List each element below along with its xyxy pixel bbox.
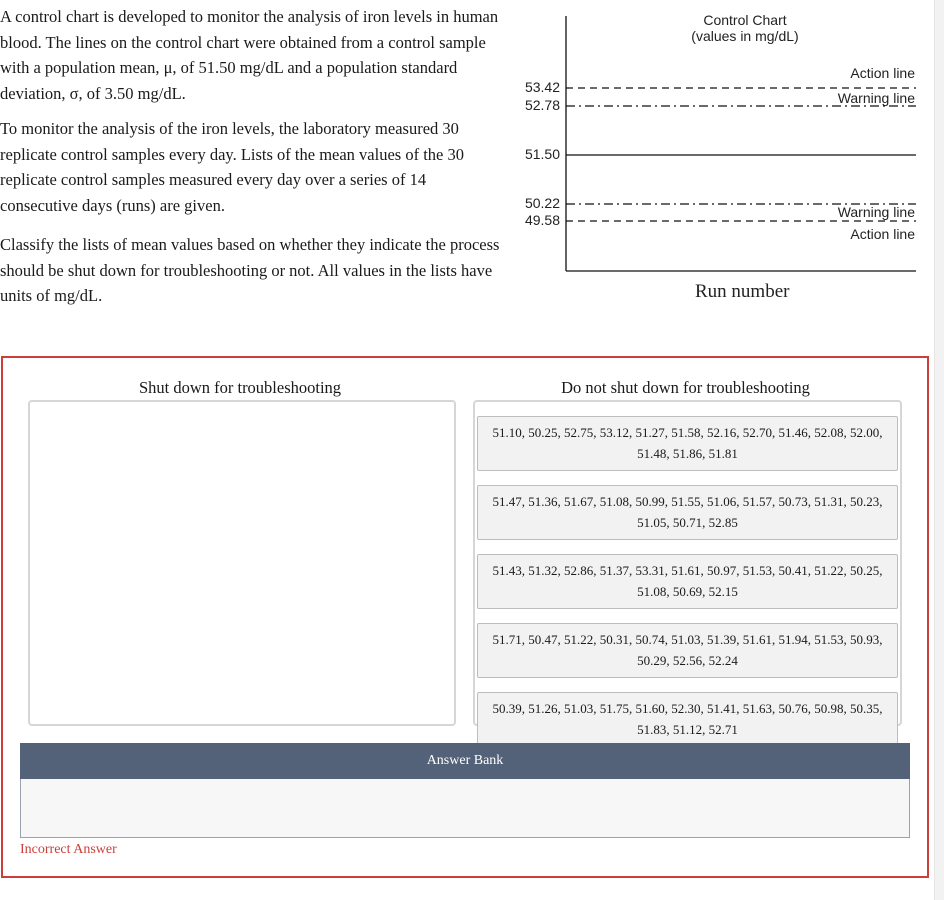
answer-card[interactable]: 51.43, 51.32, 52.86, 51.37, 53.31, 51.61, 50.97, 51.53, 50.41, 51.22, 50.25, 51.08, 50.69, 52.15 xyxy=(477,554,898,609)
drop-zone-shut-down[interactable] xyxy=(28,400,456,726)
drop-zone-do-not-shut-down[interactable] xyxy=(473,400,902,737)
y-tick-label: 50.22 xyxy=(524,195,560,211)
y-tick-label: 49.58 xyxy=(524,212,560,228)
control-chart-svg xyxy=(500,0,930,310)
answer-bank-header: Answer Bank xyxy=(20,743,910,779)
intro-paragraph-2: To monitor the analysis of the iron levels, the laboratory measured 30 replicate control samples every day. Lists of the mean values of the 30 replicate control samples measured every day over a series of 14 consecutive days (runs) are given. xyxy=(0,119,464,215)
answer-card[interactable]: 51.47, 51.36, 51.67, 51.08, 50.99, 51.55, 51.06, 51.57, 50.73, 51.31, 50.23, 51.05, 50.71, 52.85 xyxy=(477,485,898,540)
legend-upper-action: Action line xyxy=(850,65,915,81)
legend-lower-action: Action line xyxy=(850,226,915,242)
answer-bank[interactable] xyxy=(20,779,910,838)
answer-card[interactable]: 51.71, 50.47, 51.22, 50.31, 50.74, 51.03, 51.39, 51.61, 51.94, 51.53, 50.93, 50.29, 52.56, 52.24 xyxy=(477,623,898,678)
intro-paragraph-3: Classify the lists of mean values based on whether they indicate the process should be shut down for troubleshooting or not. All values in the lists have units of mg/dL. xyxy=(0,235,500,305)
feedback-message: Incorrect Answer xyxy=(20,842,117,857)
chart-title-line2: (values in mg/dL) xyxy=(691,28,799,44)
question-intro xyxy=(0,4,508,319)
y-tick-label: 52.78 xyxy=(524,97,560,113)
page-scrollbar[interactable] xyxy=(934,0,944,900)
classification-panel xyxy=(1,356,929,878)
chart-title-line1: Control Chart xyxy=(703,12,787,28)
intro-paragraph-1: A control chart is developed to monitor the analysis of iron levels in human blood. The lines on the control chart were obtained from a control sample with a population mean, μ, of 51.50 mg/dL and a population standard deviation, σ, of 3.50 mg/dL. xyxy=(0,7,499,103)
right-column-title: Do not shut down for troubleshooting xyxy=(561,378,810,397)
answer-card[interactable]: 51.10, 50.25, 52.75, 53.12, 51.27, 51.58, 52.16, 52.70, 51.46, 52.08, 52.00, 51.48, 51.86, 51.81 xyxy=(477,416,898,471)
y-tick-label: 51.50 xyxy=(524,146,560,162)
legend-upper-warning: Warning line xyxy=(837,90,915,106)
control-chart xyxy=(500,0,930,310)
chart-title xyxy=(645,12,845,44)
answer-card[interactable]: 50.39, 51.26, 51.03, 51.75, 51.60, 52.30, 51.41, 51.63, 50.76, 50.98, 50.35, 51.83, 51.12, 52.71 xyxy=(477,692,898,747)
y-tick-label: 53.42 xyxy=(524,79,560,95)
x-axis-label: Run number xyxy=(695,281,790,302)
legend-lower-warning: Warning line xyxy=(837,204,915,220)
left-column-title: Shut down for troubleshooting xyxy=(138,378,342,397)
